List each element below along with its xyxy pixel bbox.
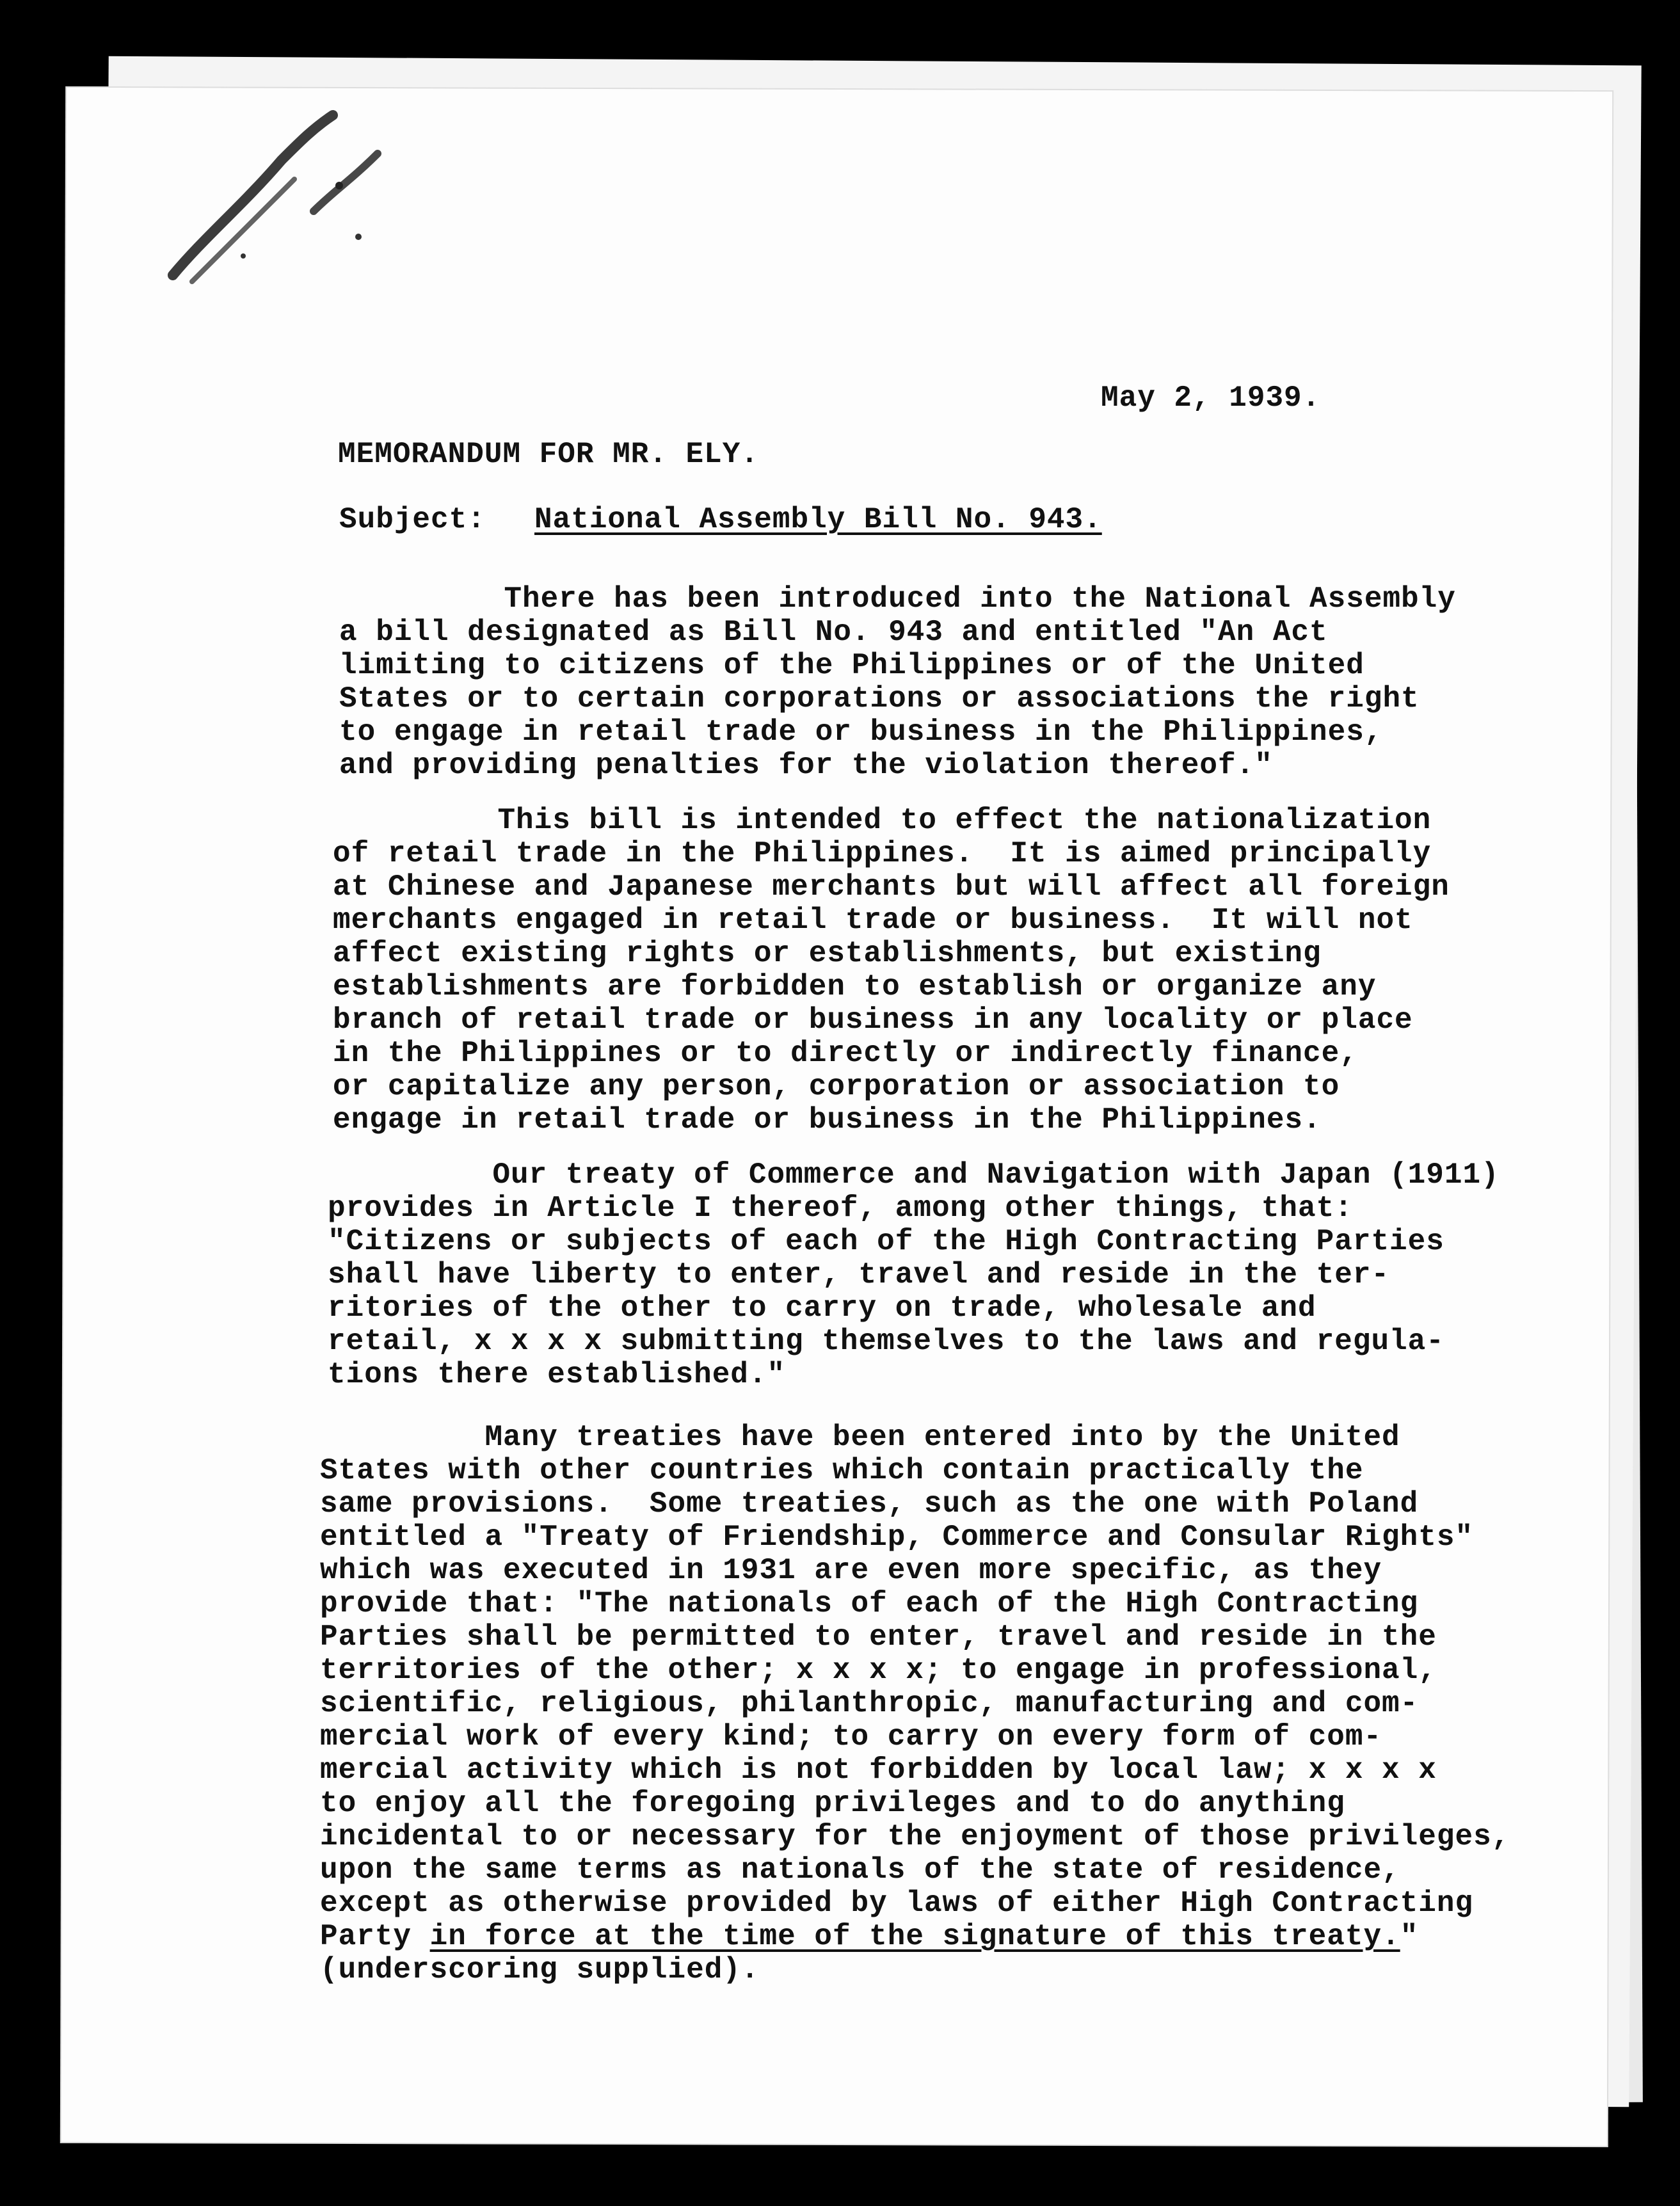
paragraph-line: affect existing rights or establishments, but existing bbox=[333, 937, 1322, 970]
paragraph-line: Our treaty of Commerce and Navigation with Japan (1911) bbox=[328, 1158, 1500, 1192]
paragraph-line: limiting to citizens of the Philippines or of the United bbox=[339, 649, 1364, 682]
paragraph-other-treaties bbox=[320, 1421, 1510, 1986]
line-prefix: Party bbox=[320, 1920, 430, 1953]
paragraph-line: States or to certain corporations or associations the right bbox=[339, 682, 1420, 715]
paragraph-line: territories of the other; x x x x; to engage in professional, bbox=[320, 1654, 1437, 1687]
paragraph-japan-treaty bbox=[328, 1158, 1500, 1391]
paragraph-line: at Chinese and Japanese merchants but will affect all foreign bbox=[333, 870, 1450, 904]
subject-label: Subject: bbox=[339, 503, 486, 536]
paragraph-line: "Citizens or subjects of each of the High Contracting Parties bbox=[328, 1225, 1444, 1258]
paragraph-line: branch of retail trade or business in any locality or place bbox=[333, 1003, 1413, 1037]
paragraph-line: provide that: "The nationals of each of the High Contracting bbox=[320, 1587, 1419, 1620]
paragraph-line: merchants engaged in retail trade or business. It will not bbox=[333, 904, 1413, 937]
paragraph-line: provides in Article I thereof, among other things, that: bbox=[328, 1192, 1353, 1225]
paragraph-line: This bill is intended to effect the nationalization bbox=[333, 804, 1432, 837]
paragraph-line: shall have liberty to enter, travel and reside in the ter- bbox=[328, 1258, 1390, 1291]
paragraph-line: States with other countries which contain practically the bbox=[320, 1454, 1364, 1487]
memo-heading: MEMORANDUM FOR MR. ELY. bbox=[338, 438, 759, 471]
paragraph-line: incidental to or necessary for the enjoyment of those privileges, bbox=[320, 1820, 1510, 1853]
paragraph-line: scientific, religious, philanthropic, manufacturing and com- bbox=[320, 1687, 1419, 1720]
paragraph-line: mercial work of every kind; to carry on every form of com- bbox=[320, 1720, 1382, 1754]
paragraph-line: tions there established." bbox=[328, 1358, 786, 1391]
paragraph-line: mercial activity which is not forbidden by local law; x x x x bbox=[320, 1754, 1437, 1787]
paragraph-line: to enjoy all the foregoing privileges and to do anything bbox=[320, 1787, 1345, 1820]
paragraph-line: ritories of the other to carry on trade, wholesale and bbox=[328, 1291, 1316, 1325]
paragraph-line: There has been introduced into the National Assembly bbox=[339, 582, 1456, 616]
paragraph-line: of retail trade in the Philippines. It is aimed principally bbox=[333, 837, 1432, 870]
paragraph-line: entitled a "Treaty of Friendship, Commerce and Consular Rights" bbox=[320, 1521, 1474, 1554]
paragraph-line: Parties shall be permitted to enter, travel and reside in the bbox=[320, 1620, 1437, 1654]
paragraph-line: which was executed in 1931 are even more specific, as they bbox=[320, 1554, 1382, 1587]
paragraph-line: establishments are forbidden to establish or organize any bbox=[333, 970, 1377, 1003]
paragraph-line: a bill designated as Bill No. 943 and entitled "An Act bbox=[339, 616, 1328, 649]
paragraph-line: engage in retail trade or business in the Philippines. bbox=[333, 1103, 1322, 1137]
paragraph-line: except as otherwise provided by laws of either High Contracting bbox=[320, 1887, 1474, 1920]
paragraph-bill-intent bbox=[333, 804, 1450, 1137]
paragraph-line: retail, x x x x submitting themselves to the laws and regula- bbox=[328, 1325, 1444, 1358]
paragraph-line: same provisions. Some treaties, such as the one with Poland bbox=[320, 1487, 1419, 1521]
paragraph-line: and providing penalties for the violation thereof." bbox=[339, 749, 1273, 782]
underscoring-note: (underscoring supplied). bbox=[320, 1953, 760, 1986]
paragraph-line: upon the same terms as nationals of the state of residence, bbox=[320, 1853, 1400, 1887]
paragraph-line-underlined bbox=[320, 1920, 1510, 1953]
paragraph-line: Many treaties have been entered into by the United bbox=[320, 1421, 1400, 1454]
memo-date: May 2, 1939. bbox=[1101, 381, 1321, 415]
underlined-phrase: in force at the time of the signature of this treaty. bbox=[429, 1920, 1400, 1953]
paragraph-line: in the Philippines or to directly or indirectly finance, bbox=[333, 1037, 1358, 1070]
paragraph-line: or capitalize any person, corporation or association to bbox=[333, 1070, 1340, 1103]
paragraph-line: to engage in retail trade or business in the Philippines, bbox=[339, 715, 1383, 749]
closing-quote: " bbox=[1400, 1920, 1419, 1953]
paragraph-bill-introduction bbox=[339, 582, 1456, 782]
subject-title: National Assembly Bill No. 943. bbox=[534, 503, 1102, 536]
